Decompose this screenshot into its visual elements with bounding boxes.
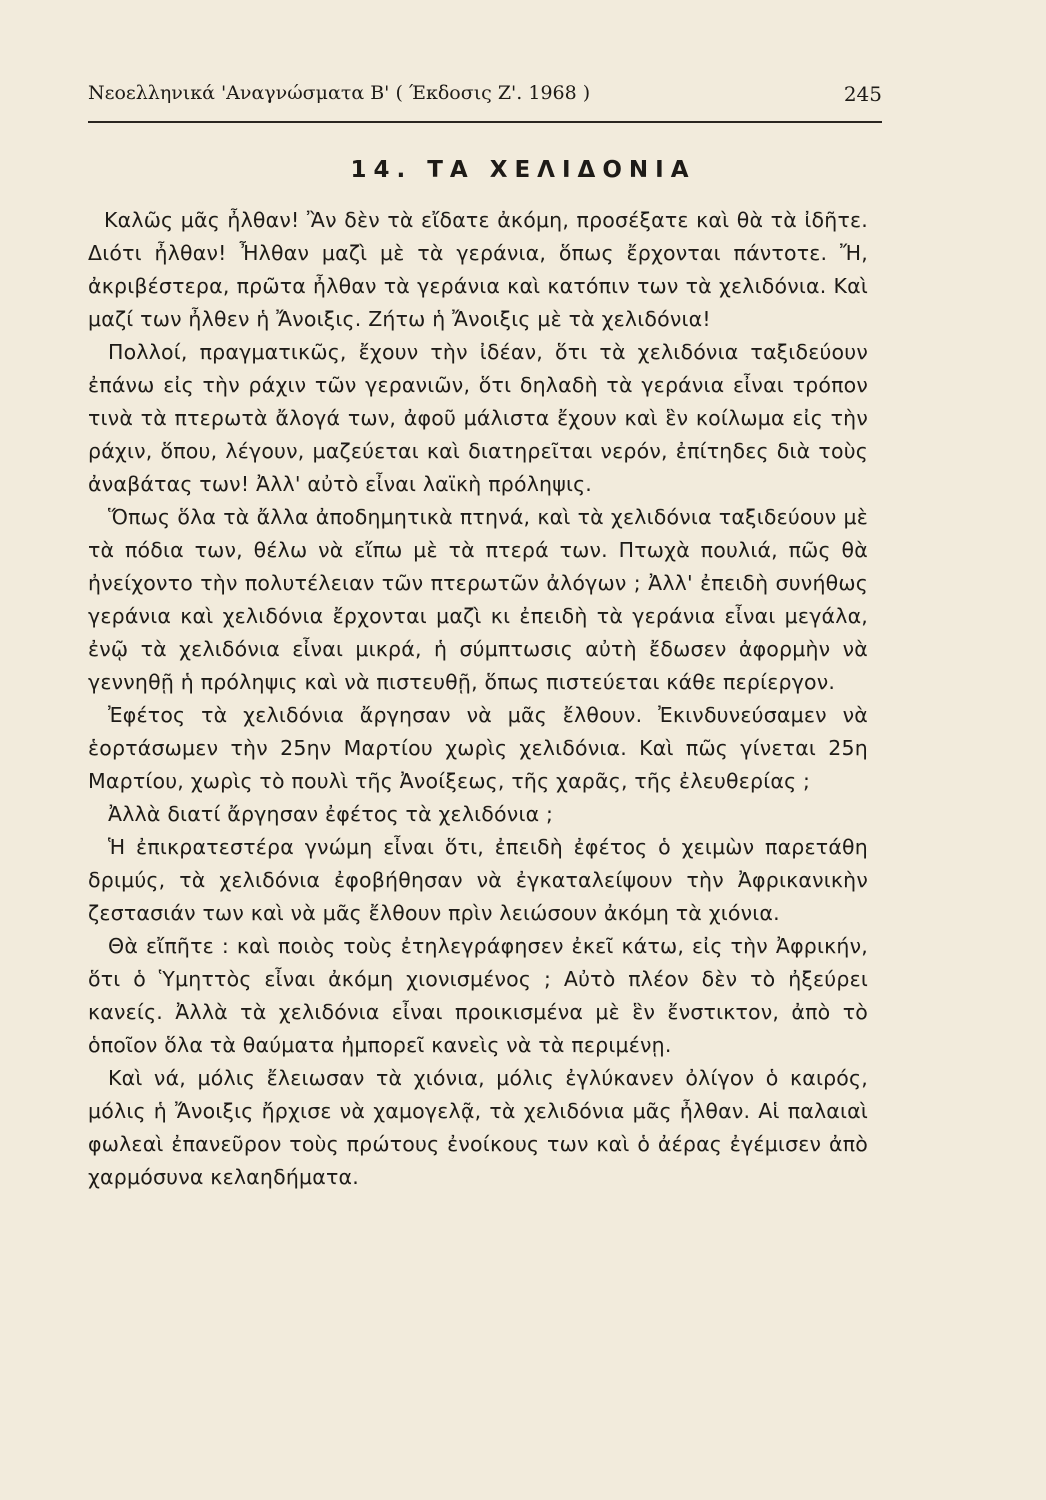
- book-source-line: Νεοελληνικά 'Αναγνώσματα Β' ( Έκδοσις Ζ'. 1968 ): [88, 82, 591, 104]
- paragraph: Καὶ νά, μόλις ἔλειωσαν τὰ χιόνια, μόλις ἐγλύκανεν ὀλίγον ὁ καιρός, μόλις ἡ Ἄνοιξις ἤρχισε νὰ χαμογελᾷ, τὰ χελιδόνια μᾶς ἦλθαν. Αἱ παλαιαὶ φωλεαὶ ἐπανεῦρον τοὺς πρώτους ἐνοίκους των καὶ ὁ ἀέρας ἐγέμισεν ἀπὸ χαρμόσυνα κελαηδήματα.: [88, 1066, 868, 1189]
- article-body: [88, 204, 868, 1194]
- chapter-title: 14. ΤΑ ΧΕΛΙΔΟΝΙΑ: [350, 157, 696, 183]
- paragraph: Ἀλλὰ διατί ἄργησαν ἐφέτος τὰ χελιδόνια ;: [108, 802, 554, 826]
- paragraph: Ἡ ἐπικρατεστέρα γνώμη εἶναι ὅτι, ἐπειδὴ ἐφέτος ὁ χειμὼν παρετάθη δριμύς, τὰ χελιδόνια ἐφοβήθησαν νὰ ἐγκαταλείψουν τὴν Ἀφρικανικὴν ζεστασιάν των καὶ νὰ μᾶς ἔλθουν πρὶν λειώσουν ἀκόμη τὰ χιόνια.: [88, 835, 868, 925]
- page-number: 245: [843, 82, 882, 106]
- paragraph: Ἐφέτος τὰ χελιδόνια ἄργησαν νὰ μᾶς ἔλθουν. Ἐκινδυνεύσαμεν νὰ ἑορτάσωμεν τὴν 25ην Μαρτίου χωρὶς χελιδόνια. Καὶ πῶς γίνεται 25η Μαρτίου, χωρὶς τὸ πουλὶ τῆς Ἀνοίξεως, τῆς χαρᾶς, τῆς ἐλευθερίας ;: [88, 703, 868, 793]
- paragraph: Πολλοί, πραγματικῶς, ἔχουν τὴν ἰδέαν, ὅτι τὰ χελιδόνια ταξιδεύουν ἐπάνω εἰς τὴν ράχιν τῶν γερανιῶν, ὅτι δηλαδὴ τὰ γεράνια εἶναι τρόπον τινὰ τὰ πτερωτὰ ἄλογά των, ἀφοῦ μάλιστα ἔχουν καὶ ἓν κοίλωμα εἰς τὴν ράχιν, ὅπου, λέγουν, μαζεύεται καὶ διατηρεῖται νερόν, ἐπίτηδες διὰ τοὺς ἀναβάτας των! Ἀλλ' αὐτὸ εἶναι λαϊκὴ πρόληψις.: [88, 340, 868, 496]
- paragraph: Καλῶς μᾶς ἦλθαν! Ἂν δὲν τὰ εἴδατε ἀκόμη, προσέξατε καὶ θὰ τὰ ἰδῆτε. Διότι ἦλθαν! Ἦλθαν μαζὶ μὲ τὰ γεράνια, ὅπως ἔρχονται πάντοτε. Ἤ, ἀκριβέστερα, πρῶτα ἦλθαν τὰ γεράνια καὶ κατόπιν των τὰ χελιδόνια. Καὶ μαζί των ἦλθεν ἡ Ἄνοιξις. Ζήτω ἡ Ἄνοιξις μὲ τὰ χελιδόνια!: [88, 208, 868, 331]
- running-header: [88, 74, 882, 114]
- header-rule: [88, 121, 882, 123]
- paragraph: Θὰ εἴπῆτε : καὶ ποιὸς τοὺς ἐτηλεγράφησεν ἐκεῖ κάτω, εἰς τὴν Ἀφρικήν, ὅτι ὁ Ὑμηττὸς εἶναι ἀκόμη χιονισμένος ; Αὐτὸ πλέον δὲν τὸ ἠξεύρει κανείς. Ἀλλὰ τὰ χελιδόνια εἶναι προικισμένα μὲ ἓν ἔνστικτον, ἀπὸ τὸ ὁποῖον ὅλα τὰ θαύματα ἠμπορεῖ κανεὶς νὰ τὰ περιμένῃ.: [88, 934, 868, 1057]
- paragraph: Ὅπως ὅλα τὰ ἄλλα ἀποδημητικὰ πτηνά, καὶ τὰ χελιδόνια ταξιδεύουν μὲ τὰ πόδια των, θέλω νὰ εἴπω μὲ τὰ πτερά των. Πτωχὰ πουλιά, πῶς θὰ ἠνείχοντο τὴν πολυτέλειαν τῶν πτερωτῶν ἀλόγων ; Ἀλλ' ἐπειδὴ συνήθως γεράνια καὶ χελιδόνια ἔρχονται μαζὶ κι ἐπειδὴ τὰ γεράνια εἶναι μεγάλα, ἐνῷ τὰ χελιδόνια εἶναι μικρά, ἡ σύμπτωσις αὐτὴ ἔδωσεν ἀφορμὴν νὰ γεννηθῇ ἡ πρόληψις καὶ νὰ πιστευθῇ, ὅπως πιστεύεται κάθε περίεργον.: [88, 505, 868, 694]
